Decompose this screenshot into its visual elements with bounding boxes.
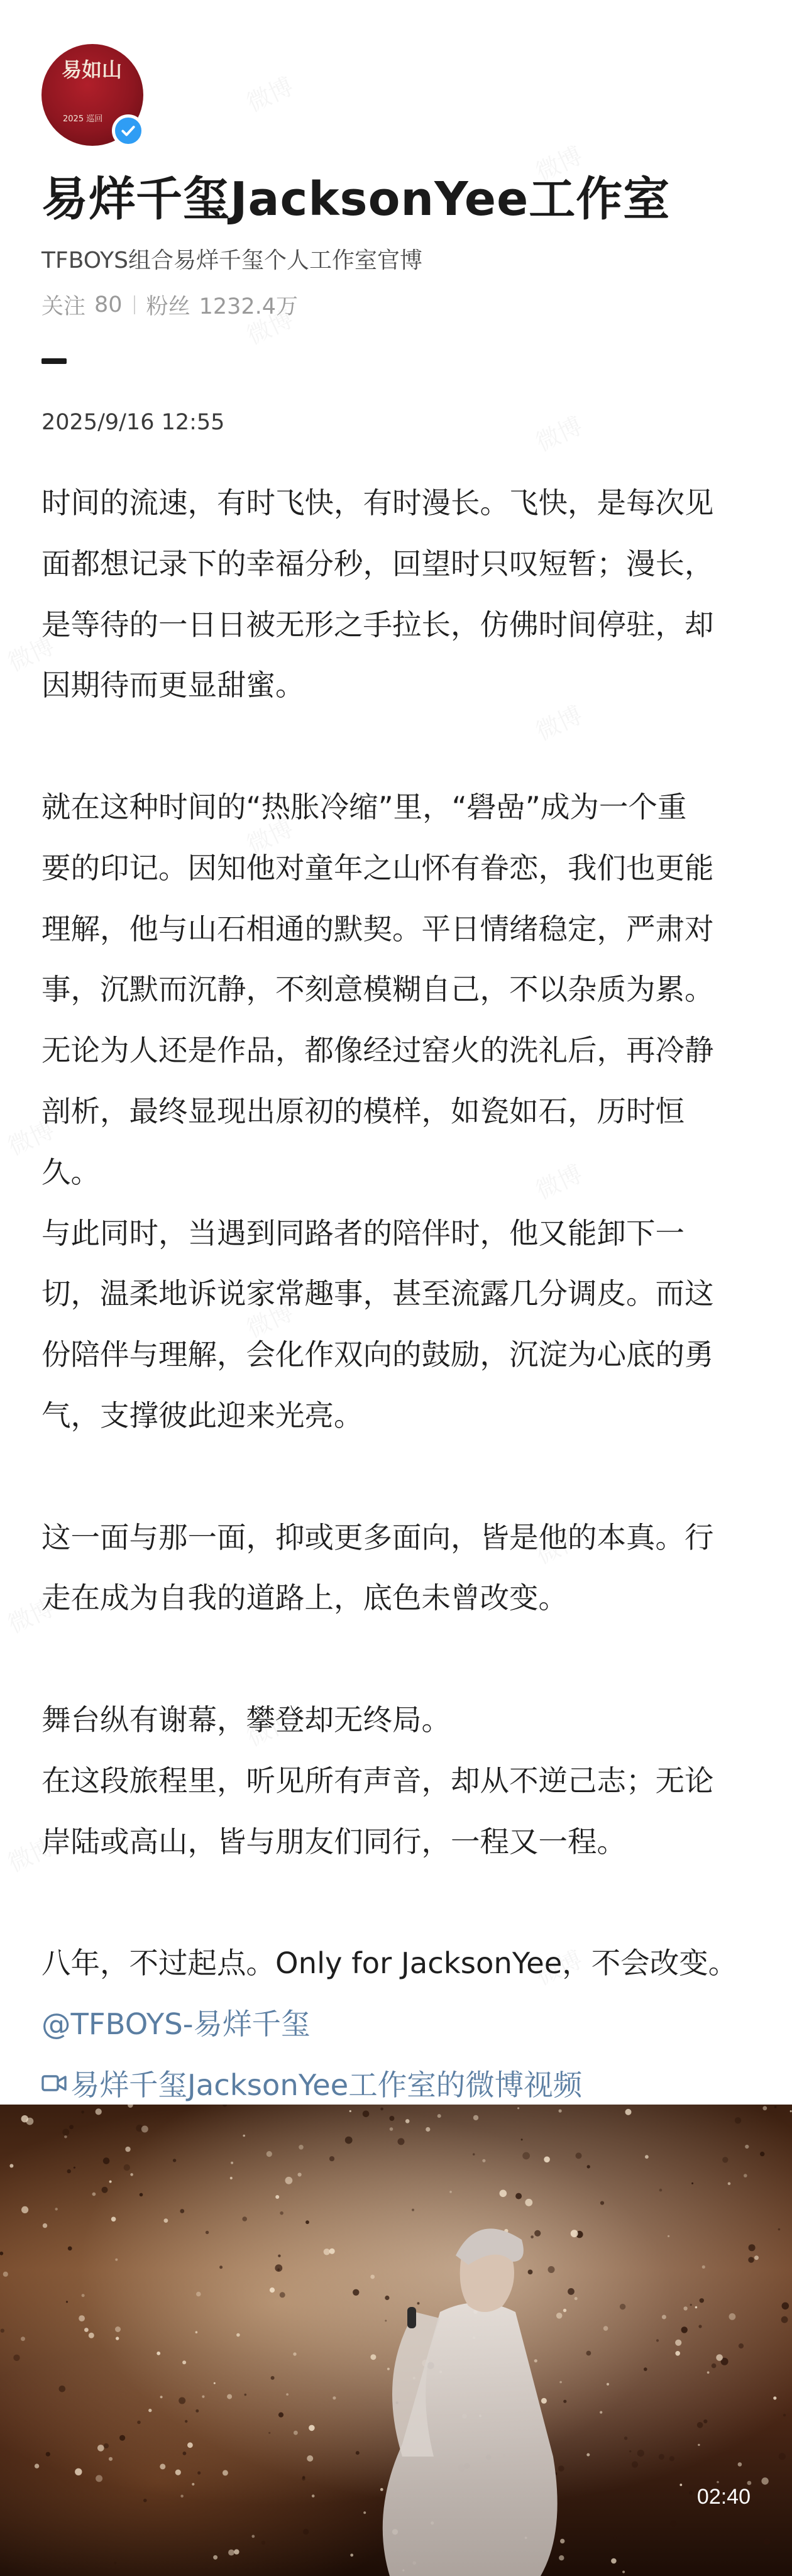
post-text-line: 份陪伴与理解，会化作双向的鼓励，沉淀为心底的勇 (41, 1338, 714, 1372)
post-text-line: 切，温柔地诉说家常趣事，甚至流露几分调皮。而这 (41, 1277, 714, 1311)
post-text-line: 这一面与那一面，抑或更多面向，皆是他的本真。行 (41, 1520, 714, 1555)
video-player[interactable] (0, 2105, 792, 2576)
followers-label[interactable]: 粉丝 (146, 294, 190, 319)
post-text-line: 气，支撑彼此迎来光亮。 (41, 1398, 363, 1433)
video-camera-icon (41, 2069, 68, 2098)
post-content (41, 473, 758, 2116)
post-text-line: 时间的流速，有时飞快，有时漫长。飞快，是每次见 (41, 486, 714, 520)
post-date: 2025/9/16 12:55 (41, 410, 225, 435)
video-link-label: 易烊千玺JacksonYee工作室的微博视频 (70, 2067, 583, 2102)
profile-name[interactable]: 易烊千玺JacksonYee工作室 (41, 172, 671, 226)
post-text-line: 舞台纵有谢幕，攀登却无终局。 (41, 1702, 451, 1737)
video-thumbnail (0, 2105, 792, 2576)
watermark (529, 407, 587, 458)
post-text-line: 八年，不过起点。Only for JacksonYee，不会改变。 (41, 1946, 738, 1981)
post-text-line: 走在成为自我的道路上，底色未曾改变。 (41, 1581, 568, 1616)
avatar-subtitle: 2025 巡回 (63, 114, 103, 124)
followers-count[interactable]: 1232.4万 (199, 294, 299, 319)
post-text-line: 久。 (41, 1155, 100, 1189)
paragraph-spacer (41, 716, 758, 777)
following-count[interactable]: 80 (94, 292, 123, 317)
paragraph-spacer (41, 1629, 758, 1690)
post-text-line: 在这段旅程里，听见所有声音，却从不逆己志；无论 (41, 1763, 714, 1798)
section-divider (41, 358, 67, 364)
post-text-line: 要的印记。因知他对童年之山怀有眷恋，我们也更能 (41, 850, 714, 885)
profile-bio: TFBOYS组合易烊千玺个人工作室官博 (41, 248, 422, 273)
post-text-line: 剖析，最终显现出原初的模样，如瓷如石，历时恒 (41, 1094, 685, 1128)
post-text-line: 因期待而更显甜蜜。 (41, 668, 305, 703)
post-text-line: 与此同时，当遇到同路者的陪伴时，他又能卸下一 (41, 1216, 685, 1250)
post-text-line: 就在这种时间的“热胀冷缩”里，“礐嵒”成为一个重 (41, 790, 687, 824)
profile-stats (41, 289, 298, 321)
verified-badge-icon (112, 114, 145, 147)
post-text-line: 事，沉默而沉静，不刻意模糊自己，不以杂质为累。 (41, 972, 714, 1007)
avatar-title: 易如山 (61, 58, 122, 82)
paragraph-spacer (41, 1872, 758, 1933)
paragraph-spacer (41, 1446, 758, 1507)
post-text-line: 岸陆或高山，皆与朋友们同行，一程又一程。 (41, 1824, 626, 1859)
mention-link[interactable]: @TFBOYS-易烊千玺 (41, 2006, 311, 2041)
following-label[interactable]: 关注 (41, 294, 86, 319)
post-text-line: 无论为人还是作品，都像经过窑火的洗礼后，再冷静 (41, 1033, 714, 1068)
post-text-line: 是等待的一日日被无形之手拉长，仿佛时间停驻，却 (41, 607, 714, 642)
post-text-line: 理解，他与山石相通的默契。平日情绪稳定，严肃对 (41, 911, 714, 946)
post-text-line: 面都想记录下的幸福分秒，回望时只叹短暂；漫长， (41, 546, 714, 581)
stats-divider (134, 295, 135, 314)
watermark (240, 67, 298, 119)
video-duration: 02:40 (696, 2485, 751, 2509)
